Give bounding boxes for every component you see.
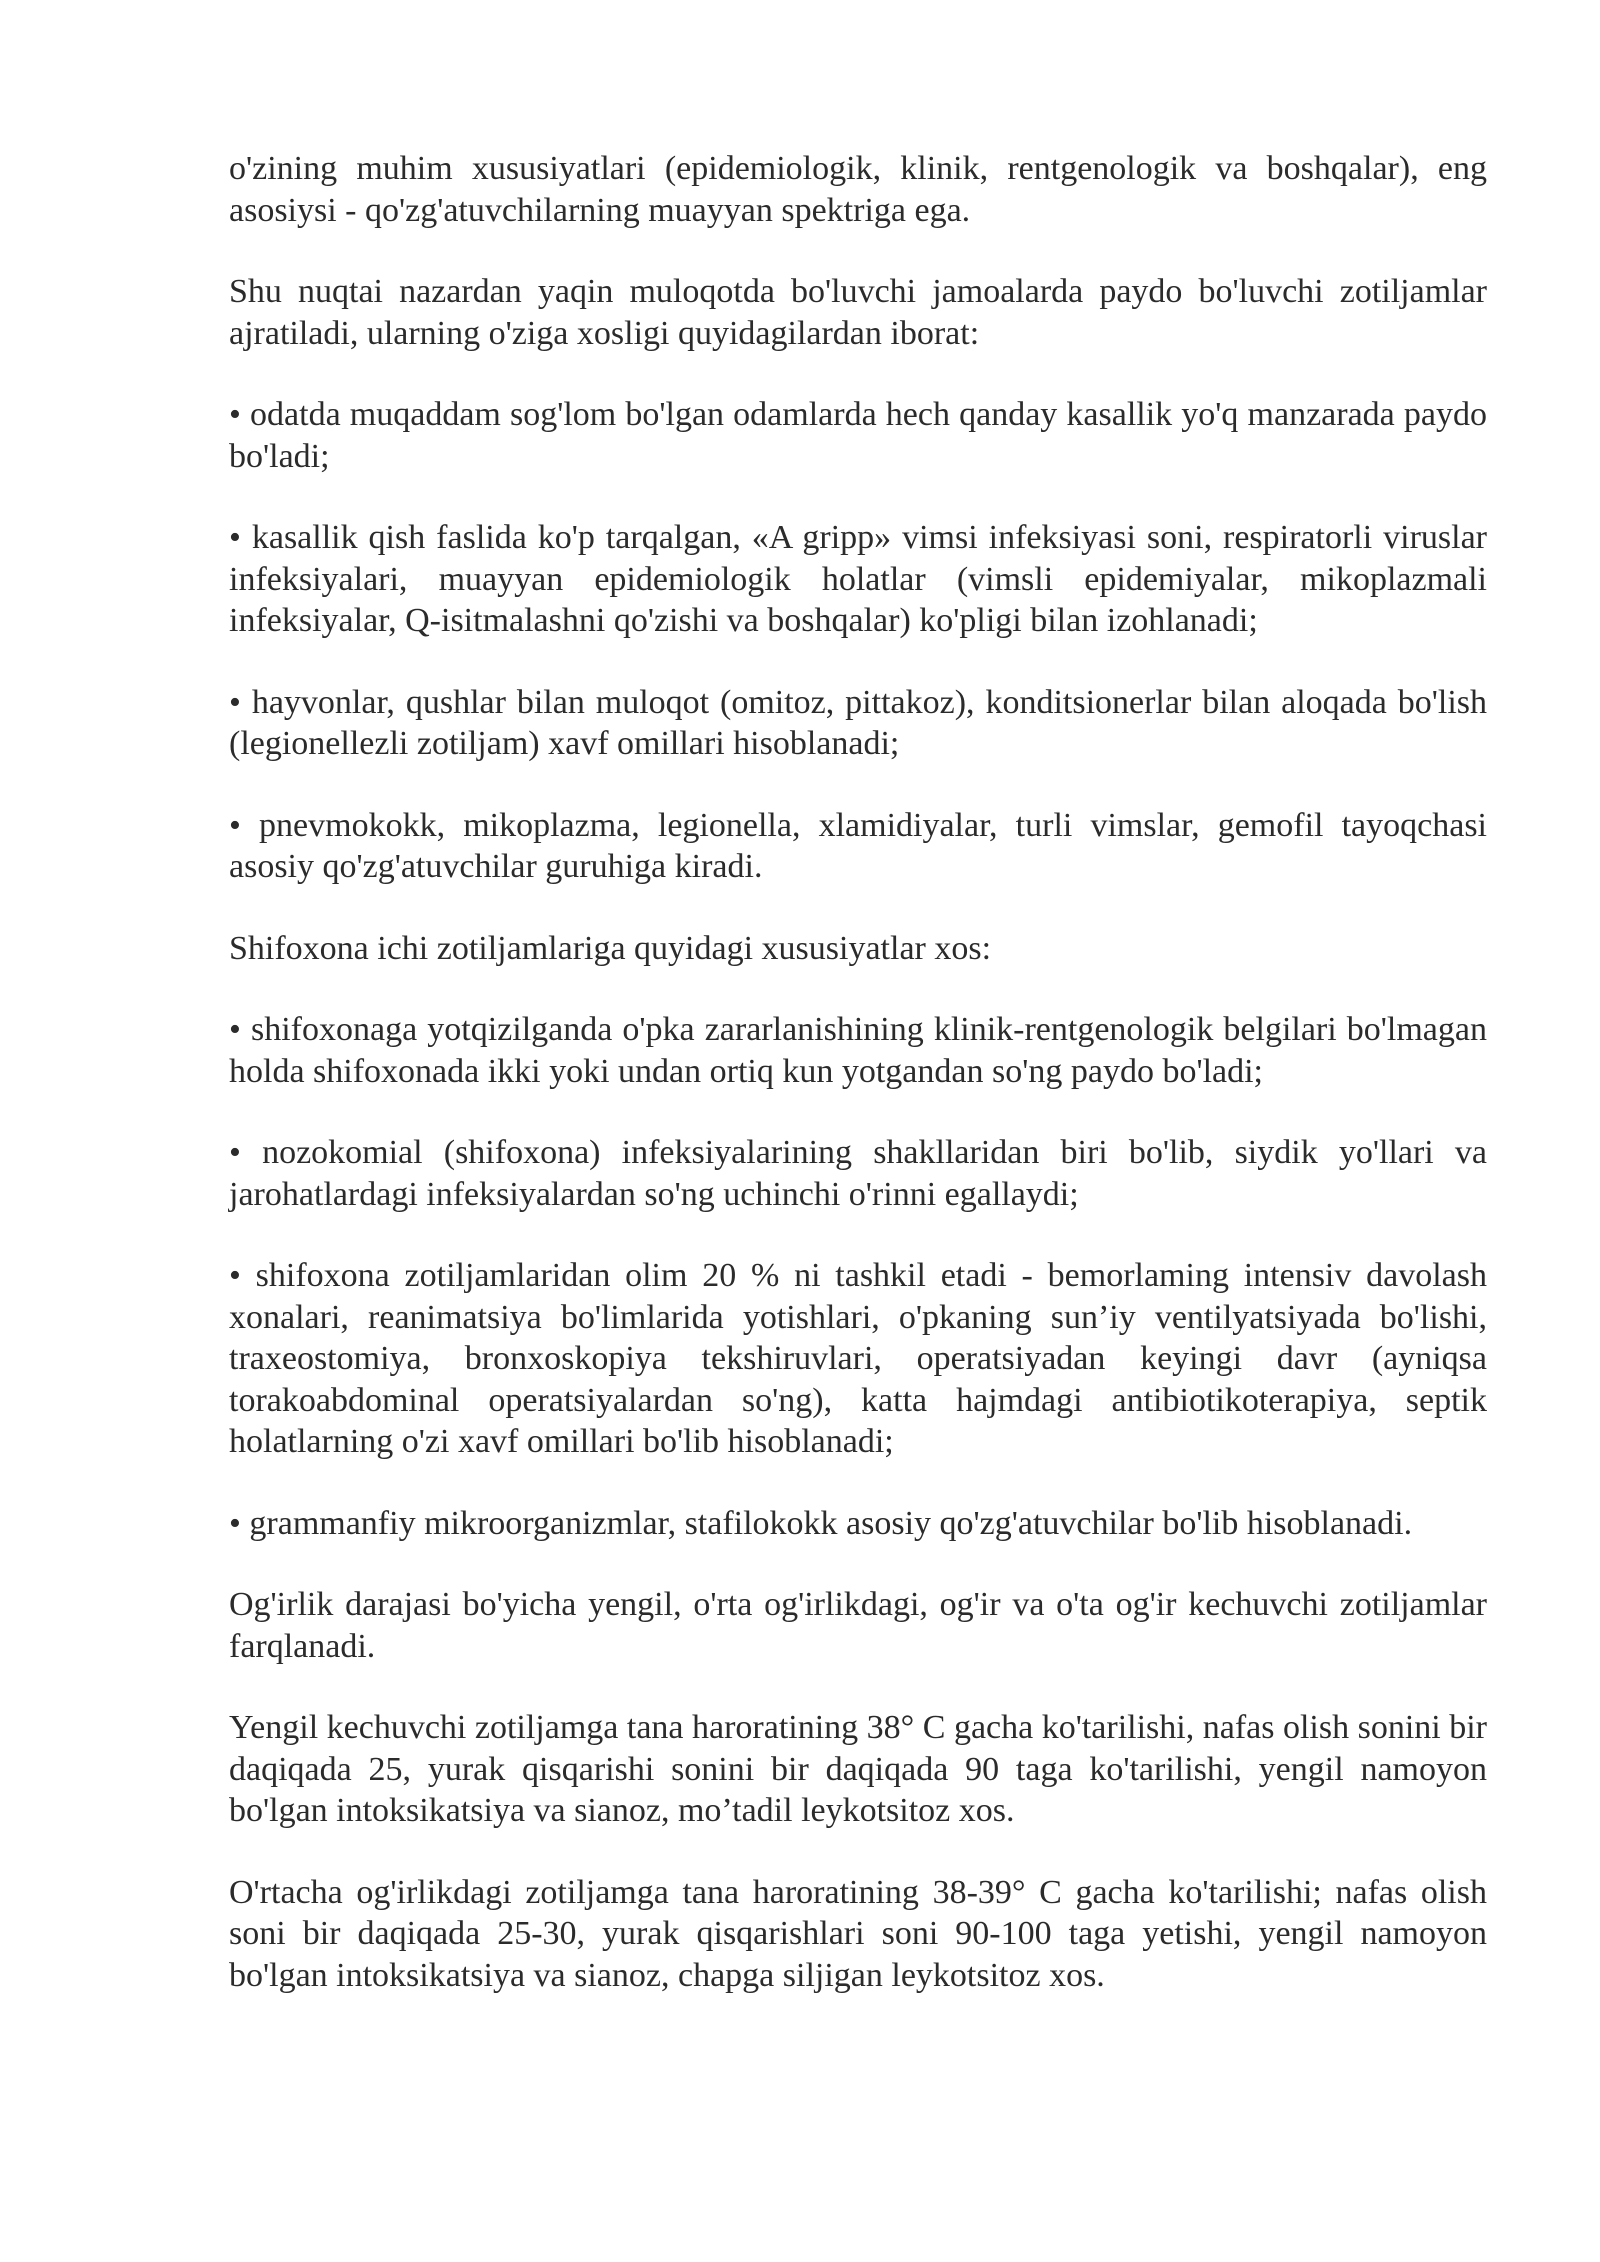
list-item: • shifoxona zotiljamlaridan olim 20 % ni tashkil etadi - bemorlaming intensiv davolash xonalari, reanimatsiya bo'limlarida yotishlari, o'pkaning sun’iy ventilyatsiyada bo'lishi, traxeostomiya, bronxoskopiya tekshiruvlari, operatsiyadan keyingi davr (ayniqsa torakoabdominal operatsiyalardan so'ng), katta hajmdagi antibiotikoterapiya, septik holatlarning o'zi xavf omillari bo'lib hisoblanadi; — [229, 1257, 1487, 1460]
list-item: • hayvonlar, qushlar bilan muloqot (omitoz, pittakoz), konditsionerlar bilan aloqada bo'lish (legionellezli zotiljam) xavf omillari hisoblanadi; — [229, 683, 1487, 762]
paragraph-mild-severity: Yengil kechuvchi zotiljamga tana haroratining 38° C gacha ko'tarilishi, nafas olish sonini bir daqiqada 25, yurak qisqarishi sonini bir daqiqada 90 taga ko'tarilishi, yengil namoyon bo'lgan intoksikatsiya va sianoz, mo’tadil leykotsitoz xos. — [229, 1709, 1487, 1829]
paragraph-moderate-severity: O'rtacha og'irlikdagi zotiljamga tana haroratining 38-39° C gacha ko'tarilishi; nafas olish soni bir daqiqada 25-30, yurak qisqarishlari soni 90-100 taga yetishi, yengil namoyon bo'lgan intoksikatsiya va sianoz, chapga siljigan leykotsitoz xos. — [229, 1873, 1487, 1994]
list-item: • shifoxonaga yotqizilganda o'pka zararlanishining klinik-rentgenologik belgilari bo'lmagan holda shifoxonada ikki yoki undan ortiq kun yotgandan so'ng paydo bo'ladi; — [229, 1011, 1487, 1090]
list-item: • grammanfiy mikroorganizmlar, stafilokokk asosiy qo'zg'atuvchilar bo'lib hisoblanadi. — [229, 1504, 1413, 1542]
list-item: • odatda muqaddam sog'lom bo'lgan odamlarda hech qanday kasallik yo'q manzarada paydo bo'ladi; — [229, 396, 1487, 475]
paragraph-community-pneumonia: Shu nuqtai nazardan yaqin muloqotda bo'luvchi jamoalarda paydo bo'luvchi zotiljamlar ajratiladi, ularning o'ziga xosligi quyidagilardan iborat: — [229, 273, 1487, 352]
list-item: • pnevmokokk, mikoplazma, legionella, xlamidiyalar, turli vimslar, gemofil tayoqchasi asosiy qo'zg'atuvchilar guruhiga kiradi. — [229, 806, 1487, 885]
paragraph-severity: Og'irlik darajasi bo'yicha yengil, o'rta og'irlikdagi, og'ir va o'ta og'ir kechuvchi zotiljamlar farqlanadi. — [229, 1586, 1487, 1665]
paragraph-intro-continuation: o'zining muhim xususiyatlari (epidemiologik, klinik, rentgenologik va boshqalar), eng asosiysi - qo'zg'atuvchilarning muayyan spektriga ega. — [229, 150, 1487, 229]
list-item: • nozokomial (shifoxona) infeksiyalarining shakllaridan biri bo'lib, siydik yo'llari va jarohatlardagi infeksiyalardan so'ng uchinchi o'rinni egallaydi; — [229, 1134, 1487, 1213]
list-item: • kasallik qish faslida ko'p tarqalgan, «A gripp» vimsi infeksiyasi soni, respiratorli viruslar infeksiyalari, muayyan epidemiologik holatlar (vimsli epidemiyalar, mikoplazmali infeksiyalar, Q-isitmalashni qo'zishi va boshqalar) ko'pligi bilan izohlanadi; — [229, 519, 1487, 639]
document-body — [229, 148, 1487, 2036]
paragraph-hospital-pneumonia: Shifoxona ichi zotiljamlariga quyidagi xususiyatlar xos: — [229, 929, 992, 967]
